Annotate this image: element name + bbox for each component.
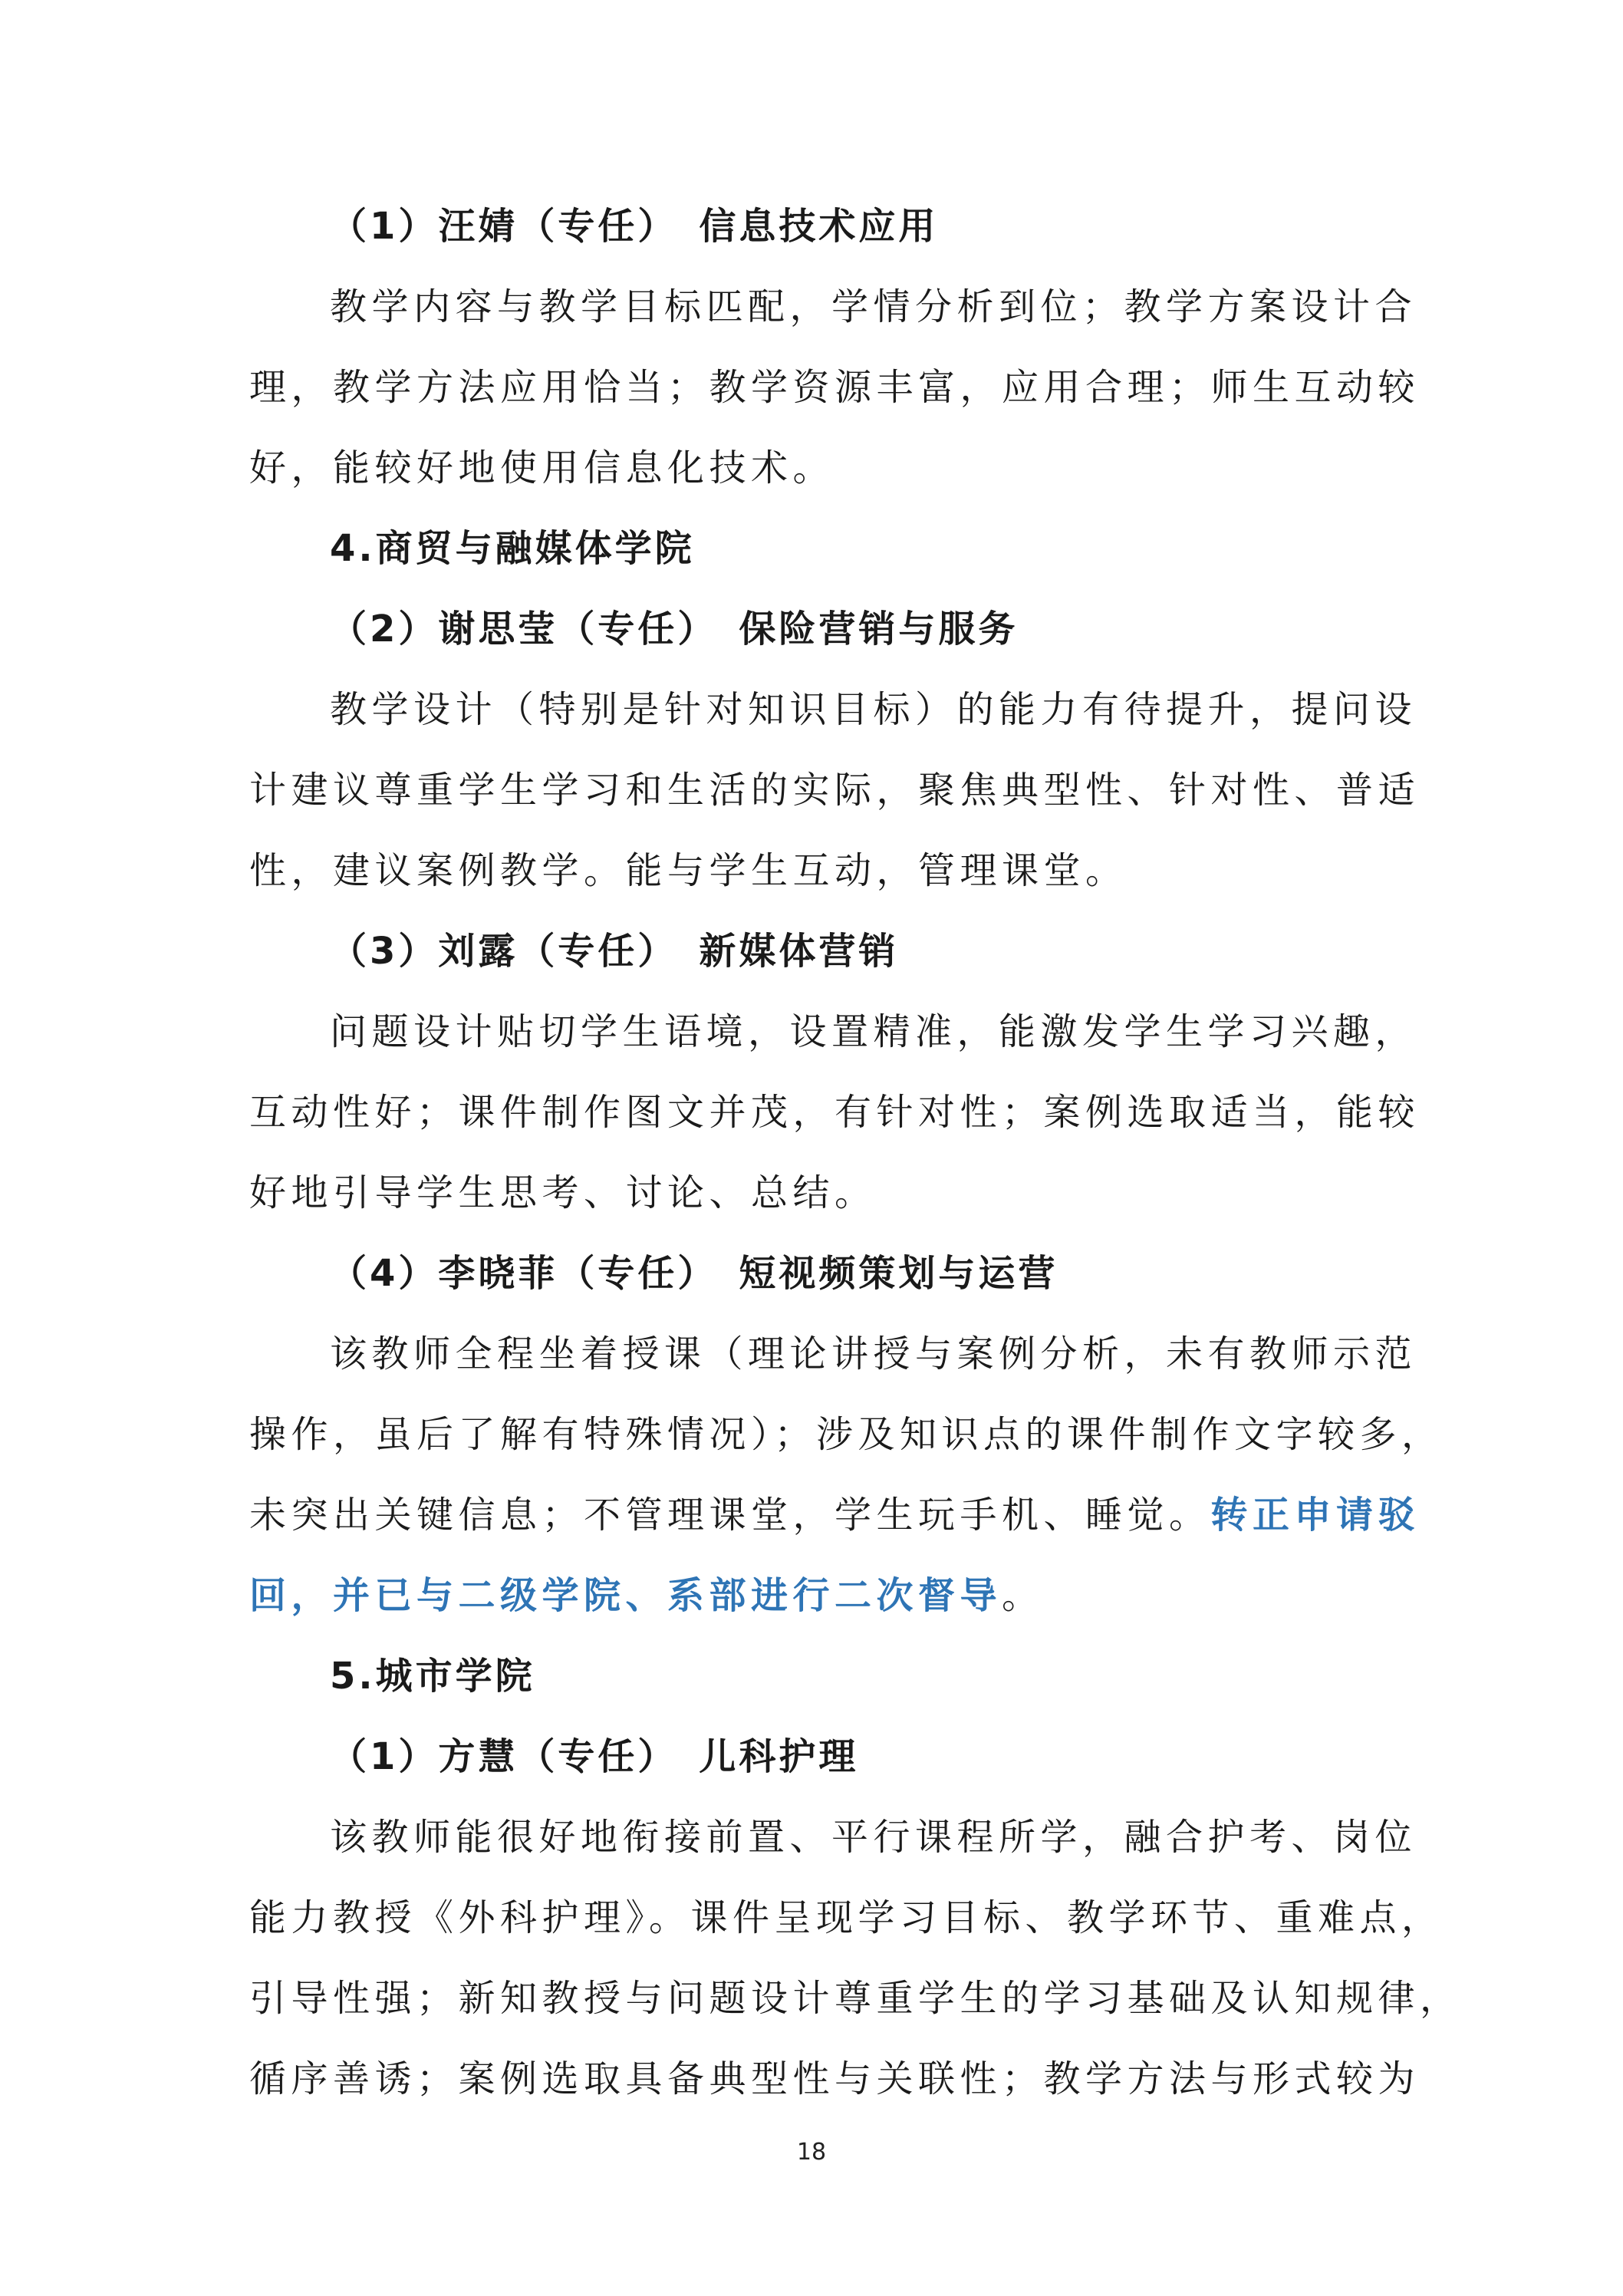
section-title-city: 5.城市学院 — [330, 1655, 535, 1698]
teacher-name: （1）方慧（专任） — [330, 1735, 678, 1778]
section-title-commerce: 4.商贸与融媒体学院 — [330, 527, 695, 570]
paragraph-line: 教学设计（特别是针对知识目标）的能力有待提升，提问设 — [330, 688, 1417, 731]
paragraph-line: 能力教授《外科护理》。课件呈现学习目标、教学环节、重难点， — [249, 1896, 1444, 1939]
page-number: 18 — [796, 2139, 827, 2166]
paragraph-text: 。 — [1002, 1574, 1044, 1617]
paragraph-line: 问题设计贴切学生语境，设置精准，能激发学生学习兴趣， — [330, 1010, 1417, 1053]
teacher-heading-xiesiying — [330, 606, 1018, 652]
paragraph-line: 该教师能很好地衔接前置、平行课程所学，融合护考、岗位 — [330, 1816, 1417, 1859]
paragraph-line: 该教师全程坐着授课（理论讲授与案例分析，未有教师示范 — [330, 1332, 1417, 1375]
course-name: 信息技术应用 — [699, 205, 939, 248]
paragraph-line: 循序善诱；案例选取具备典型性与关联性；教学方法与形式较为 — [249, 2057, 1421, 2100]
course-name: 新媒体营销 — [699, 930, 899, 973]
teacher-name: （3）刘露（专任） — [330, 930, 678, 973]
teacher-name: （4）李晓菲（专任） — [330, 1252, 718, 1295]
teacher-heading-lixiaofei — [330, 1250, 1058, 1296]
paragraph-line: 教学内容与教学目标匹配，学情分析到位；教学方案设计合 — [330, 285, 1417, 328]
course-name: 短视频策划与运营 — [739, 1252, 1058, 1295]
course-name: 儿科护理 — [699, 1735, 859, 1778]
paragraph-line: 计建议尊重学生学习和生活的实际，聚焦典型性、针对性、普适 — [249, 769, 1421, 812]
paragraph-line: 引导性强；新知教授与问题设计尊重学生的学习基础及认知规律， — [249, 1977, 1462, 2020]
paragraph-line — [249, 1492, 1420, 1538]
teacher-name: （1）汪婧（专任） — [330, 205, 678, 248]
highlighted-note: 回，并已与二级学院、系部进行二次督导 — [249, 1574, 1002, 1617]
paragraph-line: 性，建议案例教学。能与学生互动，管理课堂。 — [249, 849, 1128, 892]
paragraph-line — [249, 1573, 1044, 1619]
teacher-heading-liulu — [330, 928, 898, 974]
teacher-name: （2）谢思莹（专任） — [330, 608, 718, 651]
course-name: 保险营销与服务 — [739, 608, 1019, 651]
teacher-heading-wangjing — [330, 203, 938, 249]
teacher-heading-fanghui — [330, 1734, 858, 1780]
paragraph-line: 互动性好；课件制作图文并茂，有针对性；案例选取适当，能较 — [249, 1091, 1421, 1134]
highlighted-note: 转正申请驳 — [1210, 1494, 1421, 1537]
paragraph-line: 操作，虽后了解有特殊情况）；涉及知识点的课件制作文字较多， — [249, 1413, 1444, 1456]
paragraph-line: 好，能较好地使用信息化技术。 — [249, 446, 835, 489]
paragraph-line: 好地引导学生思考、讨论、总结。 — [249, 1171, 877, 1214]
paragraph-text: 未突出关键信息；不管理课堂，学生玩手机、睡觉。 — [249, 1494, 1211, 1537]
paragraph-line: 理，教学方法应用恰当；教学资源丰富，应用合理；师生互动较 — [249, 366, 1421, 409]
